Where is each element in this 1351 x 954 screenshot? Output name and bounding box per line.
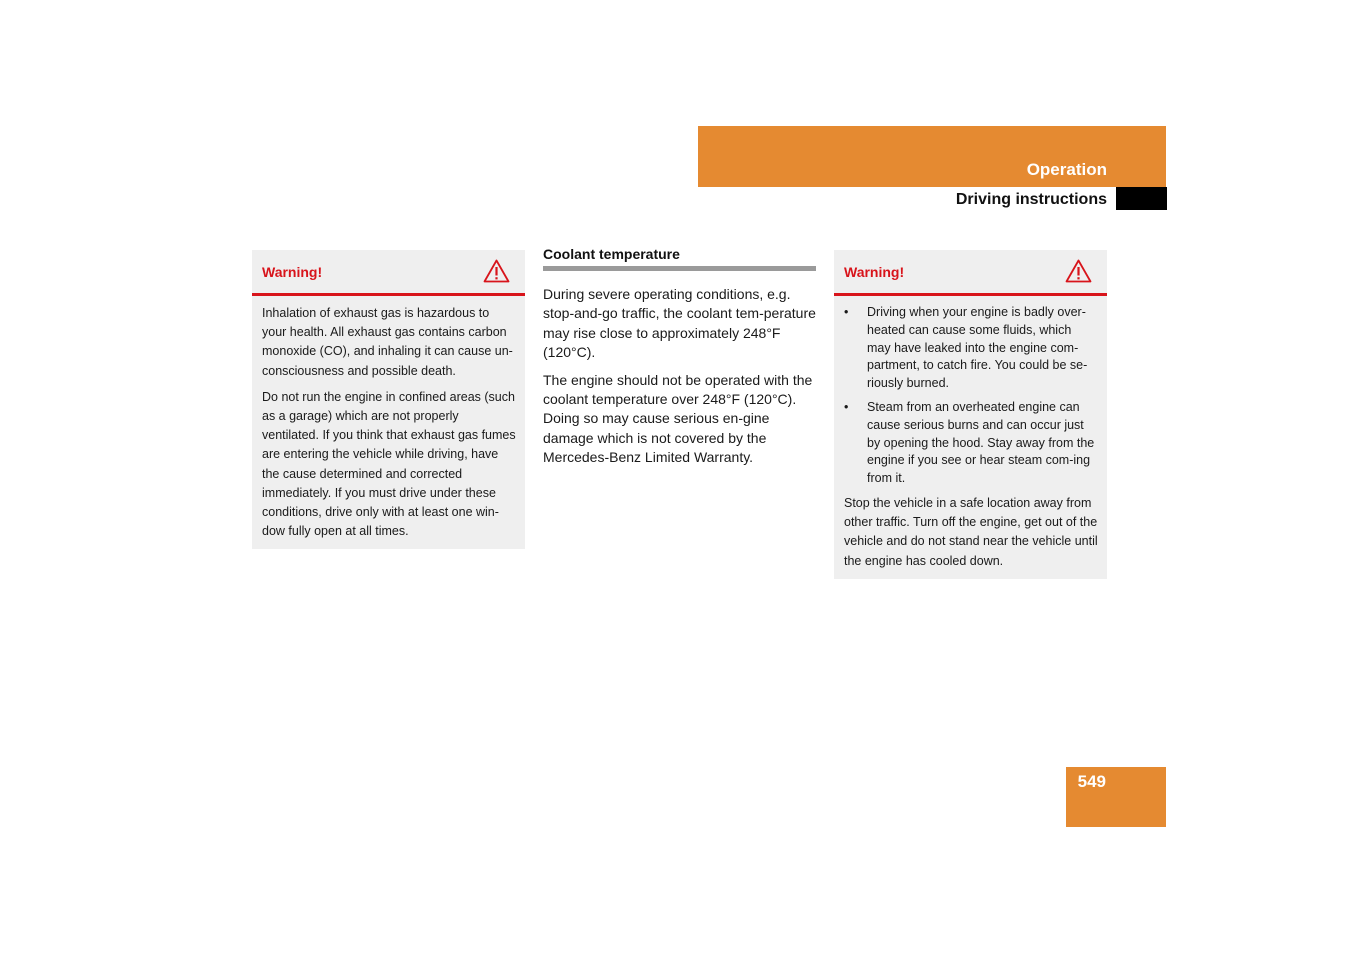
coolant-heading: Coolant temperature bbox=[543, 246, 680, 262]
page-number: 549 bbox=[1077, 772, 1106, 791]
heading-rule bbox=[543, 266, 816, 271]
list-item bbox=[844, 399, 1098, 488]
list-item-text: Steam from an overheated engine can cause serious burns and can occur just by opening the hood. Stay away from the engine if you see or hear steam com-ing from it. bbox=[867, 399, 1095, 486]
coolant-paragraph: The engine should not be operated with the coolant temperature over 248°F (120°C). Doing so may cause serious en-gine damage which is not covered by the Mercedes-Benz Limited Warranty. bbox=[543, 371, 813, 466]
warning-bullet-list bbox=[844, 304, 1098, 488]
section-marker-tab bbox=[1116, 187, 1167, 210]
warning-paragraph: Inhalation of exhaust gas is hazardous to your health. All exhaust gas contains carbon monoxide (CO), and inhaling it can cause un-consciousness and possible death. bbox=[262, 306, 513, 378]
section-title: Operation bbox=[1026, 160, 1107, 179]
warning-header bbox=[834, 250, 1107, 296]
warning-box-overheat bbox=[834, 250, 1107, 579]
warning-paragraph: Do not run the engine in confined areas (such as a garage) which are not properly ventilated. If you think that exhaust gas fumes are entering the vehicle while driving, have the cause determined and corrected immediately. If you must drive under these conditions, drive only with at least one win-dow fully open at all times. bbox=[262, 389, 516, 539]
bullet-icon: • bbox=[844, 305, 849, 319]
subsection-title: Driving instructions bbox=[955, 191, 1107, 208]
warning-paragraph: Stop the vehicle in a safe location away from other traffic. Turn off the engine, get out of the vehicle and do not stand near the vehicle until the engine has cooled down. bbox=[844, 495, 1098, 568]
warning-body bbox=[834, 296, 1107, 579]
coolant-section bbox=[543, 246, 816, 476]
warning-header bbox=[252, 250, 525, 296]
list-item-text: Driving when your engine is badly over-heated can cause some fluids, which may have leaked into the engine com-partment, to catch fire. You could be se-riously burned. bbox=[867, 305, 1088, 391]
warning-body bbox=[252, 296, 525, 549]
coolant-paragraph: During severe operating conditions, e.g. stop-and-go traffic, the coolant tem-perature may rise close to approximately 248°F (120°C). bbox=[543, 286, 816, 361]
warning-title: Warning! bbox=[262, 264, 323, 280]
warning-title: Warning! bbox=[844, 264, 905, 280]
list-item bbox=[844, 304, 1098, 393]
warning-triangle-icon bbox=[483, 259, 510, 283]
bullet-icon: • bbox=[844, 399, 849, 414]
warning-box-exhaust bbox=[252, 250, 525, 549]
warning-triangle-icon bbox=[1065, 259, 1092, 283]
